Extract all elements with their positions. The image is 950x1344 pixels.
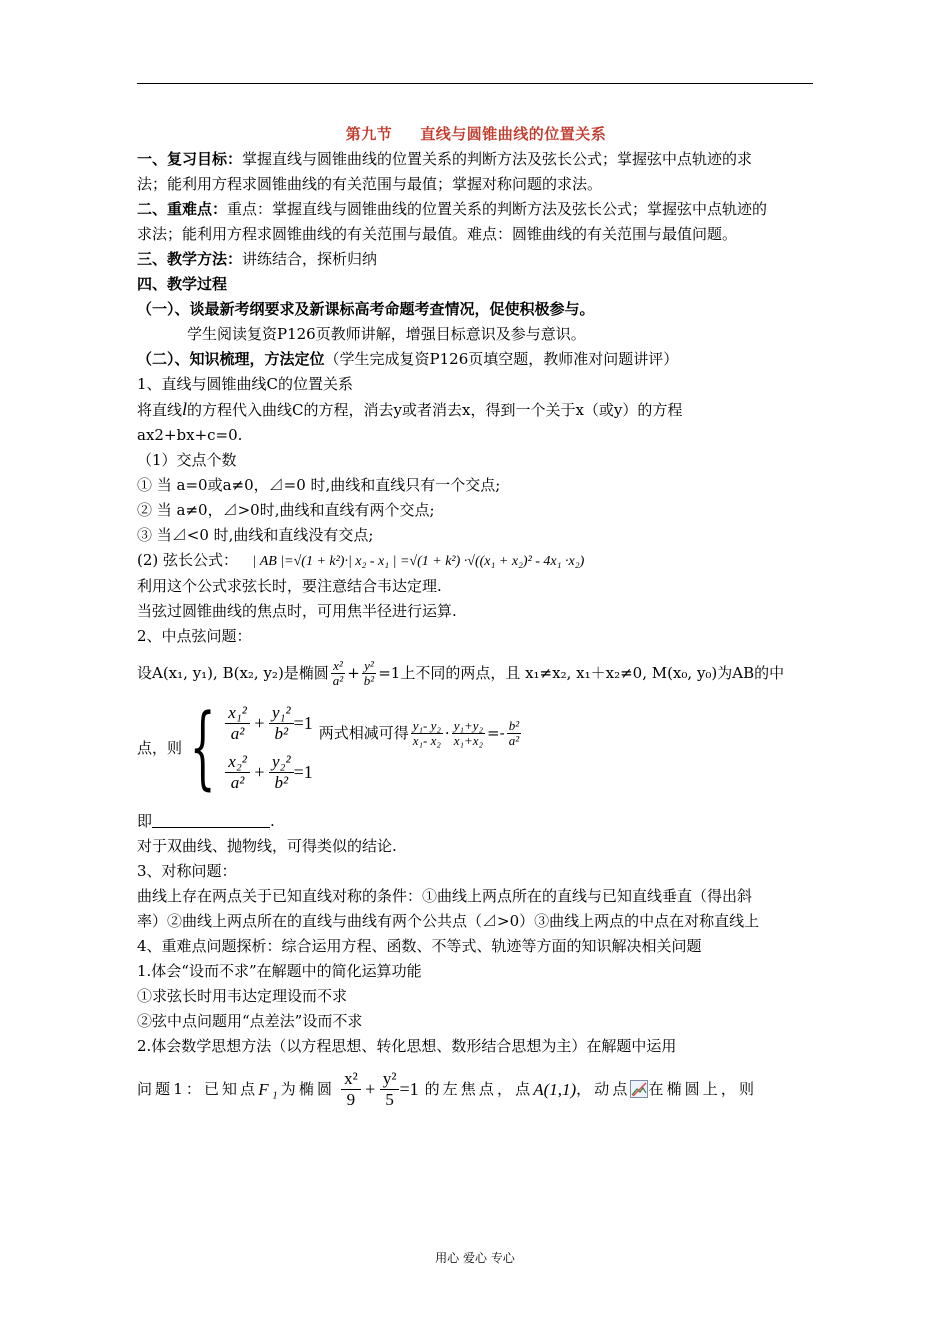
keypoints-line-2: 求法；能利用方程求圆锥曲线的有关范围与最值。难点：圆锥曲线的有关范围与最值问题。: [137, 225, 738, 243]
s4-item2: 2.体会数学思想方法（以方程思想、转化思想、数形结合思想为主）在解题中运用: [137, 1037, 677, 1055]
system-eq-1: x₁² a² + $\frac{\text{y₁²}}{\text{b²}}$ =1: [225, 703, 312, 744]
answer-blank: [152, 811, 270, 828]
subtract-result: $\frac{\text{y₁- y₂}}{\text{x₁- x₂}}$ · $\frac{\text{y₁+y₂}}{\text{x₁+x₂}}$ =- $\frac{\text{b²}}{\text{a²}}$: [412, 717, 520, 748]
s4-heading: 4、重难点问题探析：综合运用方程、函数、不等式、轨迹等方面的知识解决相关问题: [137, 937, 702, 955]
s4-item1a: ①求弦长时用韦达定理设而不求: [137, 987, 348, 1005]
s3-text-1: 曲线上存在两点关于已知直线对称的条件：①曲线上两点所在的直线与已知直线垂直（得出斜: [137, 887, 753, 905]
s2-lead: 设A(x₁, y₁), B(x₂, y₂)是椭圆 $\frac{\text{x²}}{\text{a²}}$ + $\frac{\text{y²}}{\text{b²}}$ =1 上不同的两点，且 x₁≠x₂, x₁＋x₂≠0, M(x₀, y₀)为AB的中: [137, 657, 785, 688]
s2-heading: 2、中点弦问题：: [137, 627, 252, 645]
ellipse-frac-x: $\frac{\text{x²}}{\text{a²}}$: [332, 657, 344, 688]
goals-line-2: 法；能利用方程求圆锥曲线的有关范围与最值；掌握对称问题的求法。: [137, 175, 603, 193]
s1-case1: ① 当 a=0或a≠0，⊿=0 时,曲线和直线只有一个交点;: [137, 476, 501, 494]
brace-icon: {: [189, 695, 216, 800]
section-number: 第九节: [345, 125, 393, 143]
q1-ellipse: x² 9 + $\frac{\text{y²}}{5}$ =1: [341, 1069, 419, 1110]
s1-case3: ③ 当⊿<0 时,曲线和直线没有交点;: [137, 526, 374, 544]
header-rule: [137, 83, 813, 84]
s1-sub1: （1）交点个数: [137, 451, 237, 469]
ellipse-frac-y: $\frac{\text{y²}}{\text{b²}}$: [363, 657, 375, 688]
s4-item1: 1.体会“设而不求”在解题中的简化运算功能: [137, 962, 422, 980]
s1-line2: ax2+bx+c=0.: [137, 426, 243, 444]
document-body: [137, 122, 815, 1119]
question-1: 问题1：已知点 F₁ 为椭圆 x² 9 + $\frac{\text{y²}}{5}$ =1 的左焦点，点 A(1,1) ，动点 在椭圆上，则: [137, 1068, 758, 1109]
s1-heading: 1、直线与圆锥曲线C的位置关系: [137, 375, 354, 393]
s1-case2: ② 当 a≠0，⊿>0时,曲线和直线有两个交点;: [137, 501, 435, 519]
part1-heading: （一）、谈最新考纲要求及新课标高考命题考查情况，促使积极参与。: [137, 300, 595, 318]
part1-text: 学生阅读复资P126页教师讲解，增强目标意识及参与意识。: [187, 325, 586, 343]
s1-line1: 将直线l的方程代入曲线C的方程，消去y或者消去x，得到一个关于x（或y）的方程: [137, 399, 683, 419]
process-heading: 四、教学过程: [137, 275, 228, 293]
s1-note1: 利用这个公式求弦长时，要注意结合韦达定理.: [137, 577, 442, 595]
s3-text-2: 率）②曲线上两点所在的直线与曲线有两个公共点（⊿>0）③曲线上两点的中点在对称直线上: [137, 912, 760, 930]
broken-image-icon: [630, 1080, 648, 1098]
s2-conclusion: 对于双曲线、抛物线，可得类似的结论.: [137, 837, 397, 855]
s2-system: 点，则 { x₁² a² + $\frac{\text{y₁²}}{\text{b²}}$ =1 x₂² a² + $\frac{\text{y₂²}}{\text{b²}}$ =1 两式相减可得 $\frac{\text{y₁- y₂}}{\text{x₁- x₂}}$ · $\frac{\text{y₁+y₂}}{\text{x₁+x₂}}$ =- $\frac{\text{b²}}{\text{a²}}$: [137, 693, 815, 803]
s3-heading: 3、对称问题：: [137, 862, 237, 880]
goals-line-1: 一、复习目标：掌握直线与圆锥曲线的位置关系的判断方法及弦长公式；掌握弦中点轨迹的求: [137, 150, 753, 168]
s1-chord-formula: (2) 弦长公式： | AB |=√(1 + k²)·| x₂ - x₁ | =√(1 + k²) ·√((x₁ + x₂)² - 4x₁ ·x₂): [137, 551, 585, 569]
equation-system: [225, 703, 312, 793]
keypoints-line-1: 二、重难点：重点：掌握直线与圆锥曲线的位置关系的判断方法及弦长公式；掌握弦中点轨迹的: [137, 200, 768, 218]
s4-item1b: ②弦中点问题用“点差法”设而不求: [137, 1012, 363, 1030]
page-footer: 用心 爱心 专心: [435, 1251, 515, 1265]
method-line: 三、教学方法：讲练结合，探析归纳: [137, 250, 378, 268]
section-title: [137, 122, 815, 147]
part2-heading: （二）、知识梳理，方法定位（学生完成复资P126页填空题，教师准对问题讲评）: [137, 350, 679, 368]
system-eq-2: x₂² a² + $\frac{\text{y₂²}}{\text{b²}}$ =1: [225, 752, 312, 793]
section-topic: 直线与圆锥曲线的位置关系: [420, 125, 607, 143]
s1-note2: 当弦过圆锥曲线的焦点时，可用焦半径进行运算.: [137, 602, 457, 620]
s2-blank-line: 即 .: [137, 812, 275, 830]
